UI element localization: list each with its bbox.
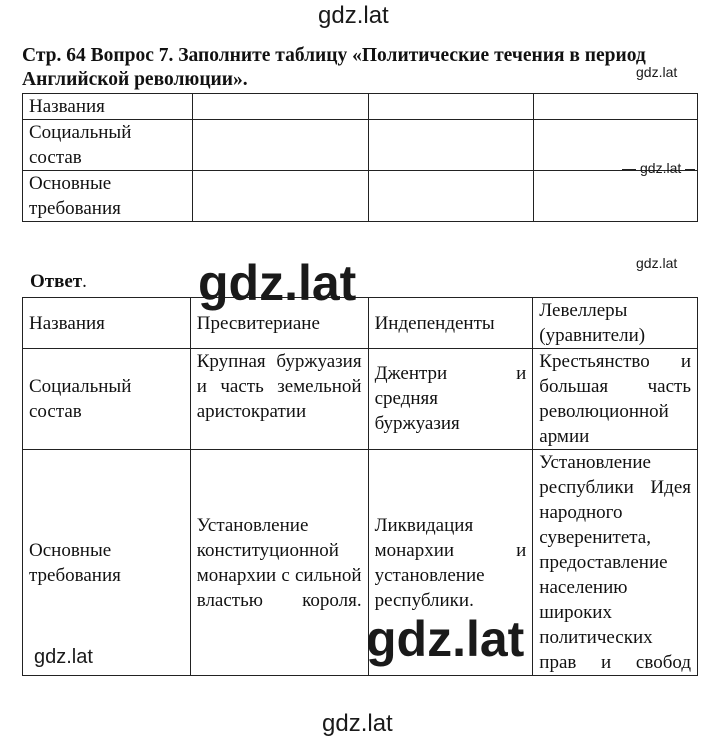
watermark: gdz.lat [34,646,93,668]
cell-independents-demands: Ликвидация монархии и установление республики. [368,450,533,676]
answer-label: Ответ. [30,271,87,292]
row-label: Основные требования [23,171,193,222]
row-label: Социальный состав [23,120,193,171]
watermark: gdz.lat [318,2,389,29]
cell-levellers-demands: Установление республики Идея народного суверенитета, предоставление населению широких политических прав и свобод [533,450,698,676]
watermark-large: gdz.lat [366,611,525,667]
row-label: Основные требования [23,450,191,676]
question-text: Стр. 64 Вопрос 7. Заполните таблицу «Политические течения в период Английской революции». [22,45,646,90]
cell-levellers-social: Крестьянство и большая часть революционной армии [533,349,698,450]
empty-cell [192,120,369,171]
empty-cell [192,171,369,222]
row-label: Социальный состав [23,349,191,450]
cell-presbyterians-demands: Установление конституционной монархии с сильной властью короля. [190,450,368,676]
blank-table [22,93,698,222]
empty-cell [533,94,697,120]
header-cell: Левеллеры (уравнители) [533,298,698,349]
empty-cell [369,94,533,120]
answer-table [22,297,698,676]
cell-presbyterians-social: Крупная буржуазия и часть земельной аристократии [190,349,368,450]
watermark: gdz.lat [622,160,695,176]
empty-cell [192,94,369,120]
watermark: gdz.lat [636,64,678,80]
header-cell: Пресвитериане [190,298,368,349]
empty-cell [533,171,697,222]
header-cell: Названия [23,298,191,349]
header-cell: Индепенденты [368,298,533,349]
empty-cell [369,171,533,222]
watermark: gdz.lat [322,710,393,737]
watermark-large: gdz.lat [198,255,357,311]
watermark: gdz.lat [636,255,678,271]
row-label: Названия [23,94,193,120]
cell-independents-social: Джентри и средняя буржуазия [368,349,533,450]
empty-cell [369,120,533,171]
